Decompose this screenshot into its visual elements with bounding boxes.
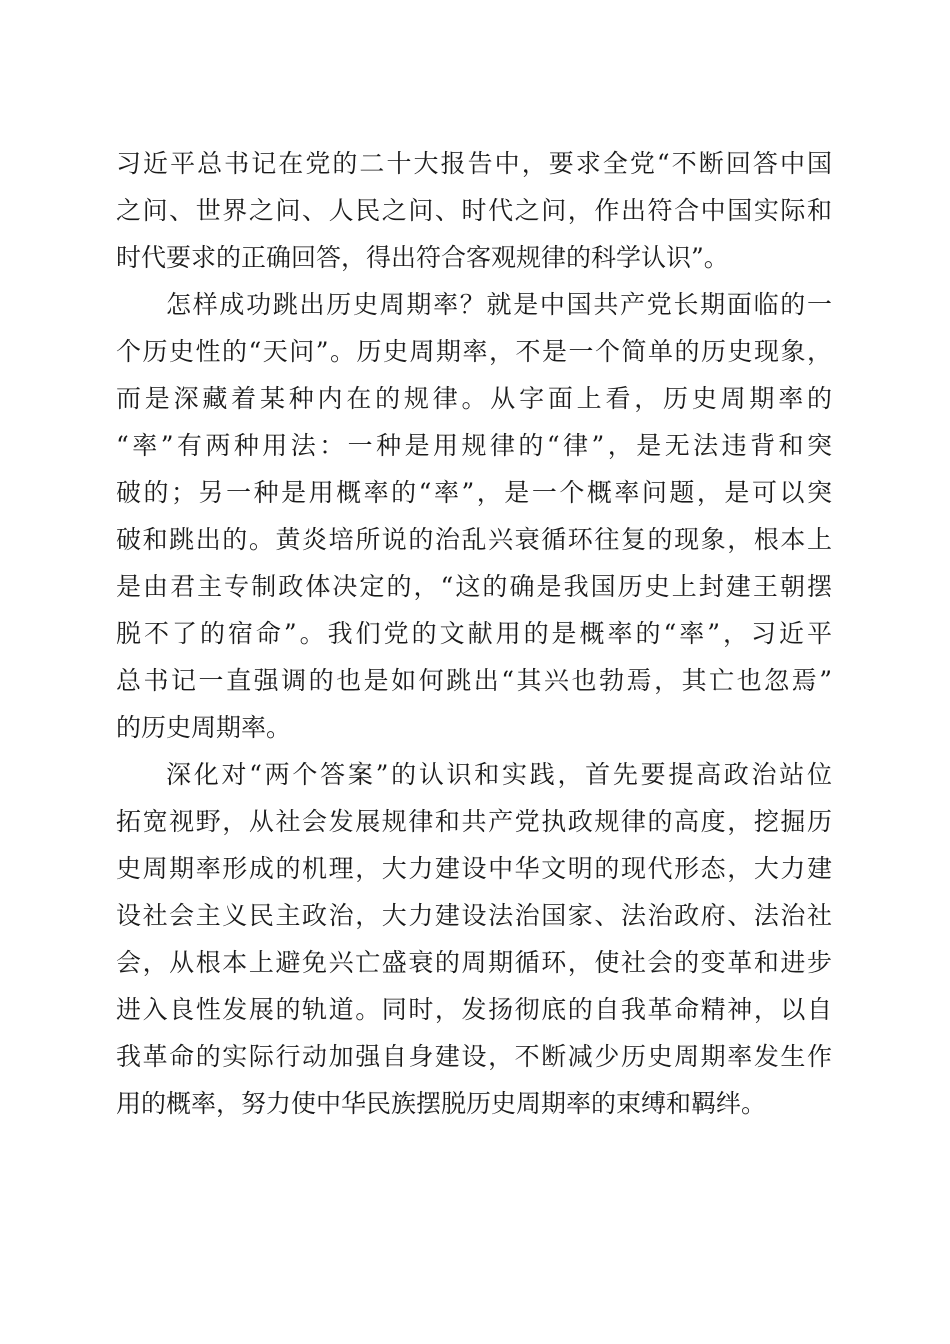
text-line: 是由君主专制政体决定的，“这的确是我国历史上封建王朝摆 — [116, 572, 832, 601]
text-line: 而是深藏着某种内在的规律。从字面上看，历史周期率的 — [116, 384, 832, 413]
document-body — [116, 140, 832, 1127]
text-line: 设社会主义民主政治，大力建设法治国家、法治政府、法治社 — [116, 901, 832, 930]
text-line: 个历史性的“天问”。历史周期率，不是一个简单的历史现象， — [116, 337, 832, 366]
text-line: 习近平总书记在党的二十大报告中，要求全党“不断回答中国 — [116, 149, 832, 178]
text-line: 时代要求的正确回答，得出符合客观规律的科学认识”。 — [116, 243, 729, 272]
text-line: 破的；另一种是用概率的“率”，是一个概率问题，是可以突 — [116, 478, 832, 507]
text-line: 用的概率，努力使中华民族摆脱历史周期率的束缚和羁绊。 — [116, 1089, 767, 1118]
text-line: 之问、世界之问、人民之问、时代之问，作出符合中国实际和 — [116, 196, 832, 225]
text-line: 脱不了的宿命”。我们党的文献用的是概率的“率”，习近平 — [116, 619, 832, 648]
text-line: 进入良性发展的轨道。同时，发扬彻底的自我革命精神，以自 — [116, 995, 832, 1024]
text-line: 会，从根本上避免兴亡盛衰的周期循环，使社会的变革和进步 — [116, 948, 832, 977]
text-line: 我革命的实际行动加强自身建设，不断减少历史周期率发生作 — [116, 1042, 832, 1071]
text-line: 史周期率形成的机理，大力建设中华文明的现代形态，大力建 — [116, 854, 832, 883]
text-line: “率”有两种用法：一种是用规律的“律”，是无法违背和突 — [116, 431, 832, 460]
paragraph-3 — [116, 751, 832, 1127]
text-line: 深化对“两个答案”的认识和实践，首先要提高政治站位 — [166, 760, 832, 789]
text-line: 怎样成功跳出历史周期率？就是中国共产党长期面临的一 — [166, 290, 832, 319]
text-line: 拓宽视野，从社会发展规律和共产党执政规律的高度，挖掘历 — [116, 807, 832, 836]
paragraph-2 — [116, 281, 832, 751]
text-line: 的历史周期率。 — [116, 713, 292, 742]
text-line: 总书记一直强调的也是如何跳出“其兴也勃焉，其亡也忽焉” — [116, 666, 832, 695]
paragraph-1 — [116, 140, 832, 281]
text-line: 破和跳出的。黄炎培所说的治乱兴衰循环往复的现象，根本上 — [116, 525, 832, 554]
